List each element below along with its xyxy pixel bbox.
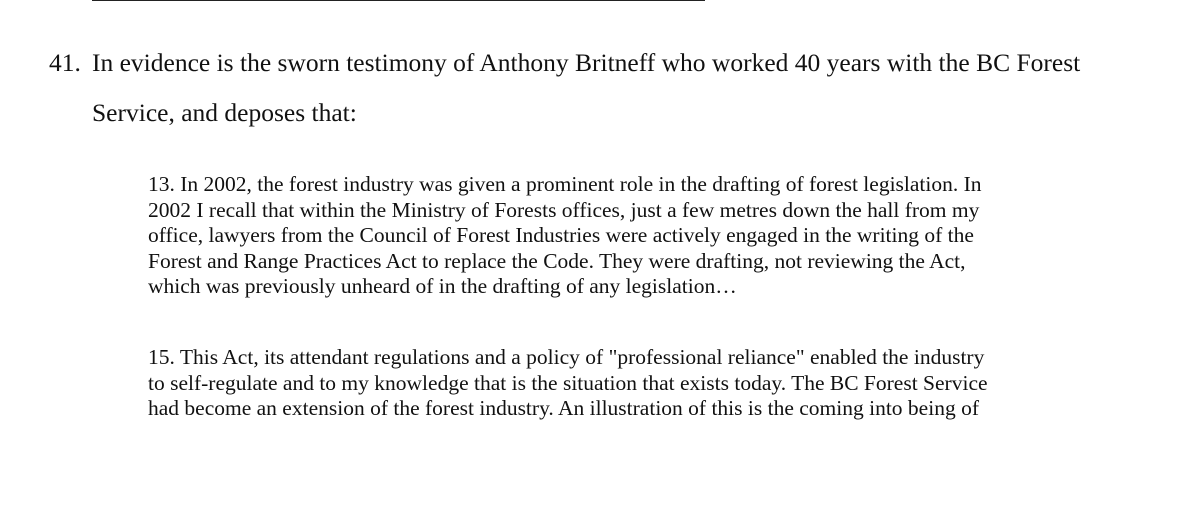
quote-line: which was previously unheard of in the drafting of any legislation… [148, 274, 737, 299]
paragraph-number: 41. [49, 48, 81, 77]
quote-line: office, lawyers from the Council of Forest Industries were actively engaged in the writing of the [148, 223, 974, 248]
quote-line: to self-regulate and to my knowledge that is the situation that exists today. The BC Forest Service [148, 370, 988, 395]
block-quote-13 [148, 172, 1158, 300]
quote-line: 2002 I recall that within the Ministry of Forests offices, just a few metres down the hall from my [148, 197, 980, 222]
quote-line: 15. This Act, its attendant regulations and a policy of "professional reliance" enabled the industry [148, 345, 985, 369]
quote-line: had become an extension of the forest industry. An illustration of this is the coming into being of [148, 396, 979, 421]
paragraph-41 [49, 38, 1159, 138]
top-underline-rule [92, 0, 705, 1]
paragraph-text: In evidence is the sworn testimony of Anthony Britneff who worked 40 years with the BC Forest Service, and deposes that: [92, 48, 1081, 127]
block-quote-15 [148, 345, 1158, 422]
quote-line: Forest and Range Practices Act to replace the Code. They were drafting, not reviewing the Act, [148, 248, 966, 273]
quote-line: 13. In 2002, the forest industry was given a prominent role in the drafting of forest legislation. In [148, 172, 982, 196]
